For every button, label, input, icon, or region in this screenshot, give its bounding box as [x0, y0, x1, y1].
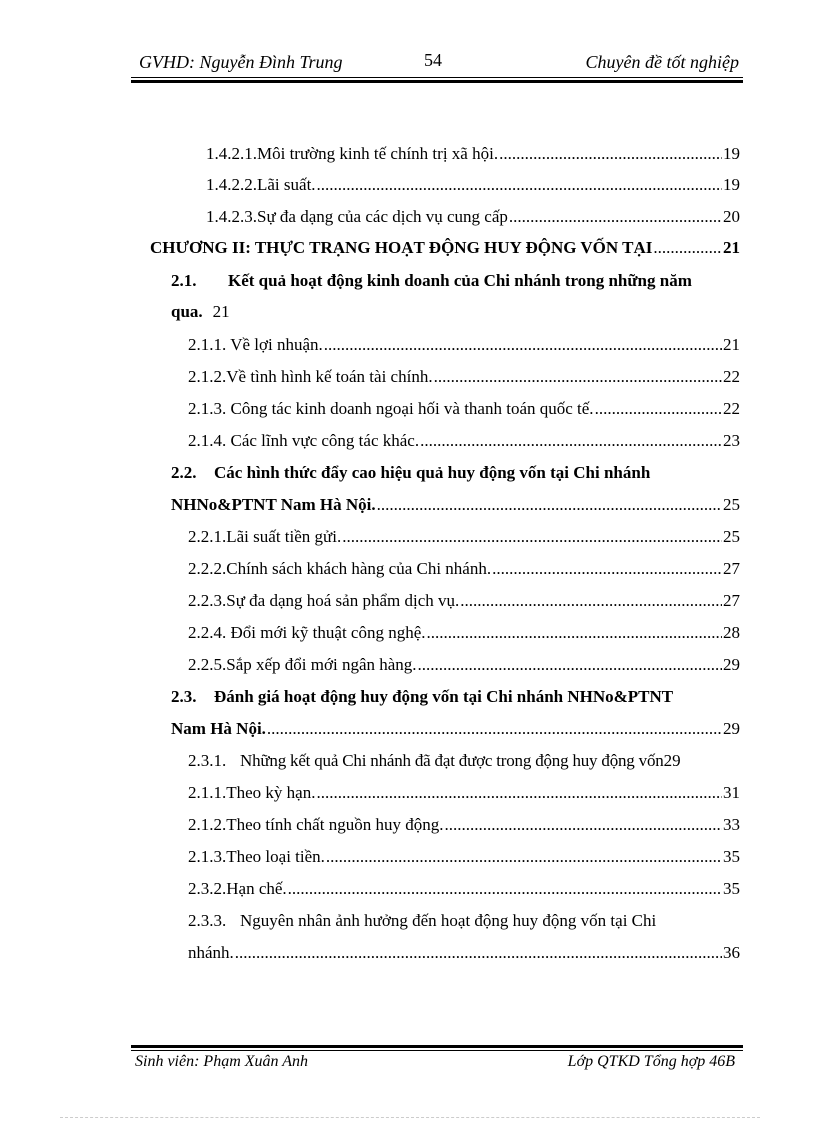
toc-entry-title: 2.2.4. Đổi mới kỹ thuật công nghệ. [188, 623, 426, 642]
toc-entry[interactable] [188, 778, 740, 808]
toc-section-number: 2.3.1. [188, 751, 227, 770]
toc-entry[interactable] [188, 810, 740, 840]
toc-entry-page: 21 [723, 238, 740, 257]
toc-entry-page: 29 [723, 655, 740, 674]
header-document-type: Chuyên đề tốt nghiệp [585, 52, 739, 72]
toc-leader [235, 938, 722, 968]
toc-section-number: 2.1. [171, 271, 197, 290]
toc-section-number: 2.3.2. [188, 879, 227, 898]
toc-entry-page: 29 [663, 751, 681, 770]
toc-leader [418, 650, 722, 680]
toc-entry-title: 2.1.2.Về tình hình kế toán tài chính. [188, 367, 433, 386]
footer-class: Lớp QTKD Tổng hợp 46B [567, 1053, 735, 1070]
toc-entry[interactable] [188, 650, 740, 680]
header-page-number: 54 [424, 50, 442, 70]
toc-entry-title: Chính sách khách hàng của Chi nhánh. [226, 559, 492, 578]
page-header [131, 50, 741, 76]
toc-section-number: 2.2.2. [188, 559, 227, 578]
toc-entry[interactable] [188, 618, 740, 648]
toc-section-number: 2.2. [171, 463, 197, 482]
toc-leader [267, 714, 722, 744]
toc-section[interactable] [171, 682, 741, 712]
toc-entry-title: 2.1.3. Công tác kinh doanh ngoại hối và thanh toán quốc tế. [188, 399, 594, 418]
toc-section-number: 2.3. [171, 687, 197, 706]
toc-entry-page: 25 [723, 495, 740, 514]
toc-entry[interactable] [188, 522, 740, 552]
toc-leader [288, 874, 722, 904]
toc-entry-title: NHNo&PTNT Nam Hà Nội. [171, 495, 376, 514]
toc-section-number: 2.3.3. [188, 911, 227, 930]
toc-leader [499, 139, 722, 169]
toc-entry-page: 19 [723, 144, 740, 163]
toc-leader [444, 810, 722, 840]
toc-leader [434, 362, 722, 392]
toc-entry-title: CHƯƠNG II: THỰC TRẠNG HOẠT ĐỘNG HUY ĐỘNG VỐN TẠI [150, 238, 653, 257]
toc-entry-page: 33 [723, 815, 740, 834]
toc-leader [324, 330, 722, 360]
toc-entry-continuation[interactable] [171, 297, 230, 327]
toc-entry[interactable] [206, 202, 740, 232]
toc-leader [460, 586, 722, 616]
toc-entry-title: 1.4.2.3.Sự đa dạng của các dịch vụ cung cấp [206, 207, 508, 226]
toc-entry-title: Nam Hà Nội. [171, 719, 266, 738]
toc-entry-title: 1.4.2.1.Môi trường kinh tế chính trị xã hội. [206, 144, 499, 163]
toc-entry-page: 36 [723, 943, 740, 962]
toc-entry[interactable] [206, 139, 740, 169]
toc-entry-title: 1.4.2.2.Lãi suất. [206, 175, 316, 194]
toc-entry-continuation[interactable] [188, 938, 740, 968]
toc-leader [427, 618, 722, 648]
toc-entry-page: 20 [723, 207, 740, 226]
toc-leader [420, 426, 722, 456]
toc-entry-title: Theo tính chất nguồn huy động. [226, 815, 444, 834]
toc-section-number: 2.2.3. [188, 591, 227, 610]
header-rule-thin [131, 77, 743, 78]
toc-entry-page: 25 [723, 527, 740, 546]
toc-leader [492, 554, 722, 584]
toc-entry-title: 2.1.4. Các lĩnh vực công tác khác. [188, 431, 420, 450]
toc-entry-page: 28 [723, 623, 740, 642]
toc-entry-title: 2.1.1. Về lợi nhuận. [188, 335, 323, 354]
toc-section[interactable] [171, 266, 741, 296]
toc-entry-page: 35 [723, 879, 740, 898]
footer-student: Sinh viên: Phạm Xuân Anh [135, 1053, 309, 1070]
toc-entry-title: nhánh. [188, 943, 234, 962]
toc-entry[interactable] [188, 906, 740, 936]
toc-leader [316, 778, 722, 808]
toc-entry-page: 22 [723, 399, 740, 418]
toc-entry-continuation[interactable] [171, 490, 740, 520]
toc-entry-page: 19 [723, 175, 740, 194]
toc-entry-title: Theo kỳ hạn. [226, 783, 316, 802]
toc-entry-page: 29 [723, 719, 740, 738]
toc-entry-title: Theo loại tiền. [226, 847, 325, 866]
toc-entry-page: 27 [723, 591, 740, 610]
toc-entry-title: Kết quả hoạt động kinh doanh của Chi nhánh trong những năm [228, 271, 692, 290]
toc-entry-page: 31 [723, 783, 740, 802]
toc-entry-title: Hạn chế. [226, 879, 287, 898]
toc-section-number: 2.2.5. [188, 655, 227, 674]
toc-entry-title: Sắp xếp đổi mới ngân hàng. [226, 655, 417, 674]
toc-entry-page: 27 [723, 559, 740, 578]
toc-entry-title: Sự đa dạng hoá sản phẩm dịch vụ. [226, 591, 460, 610]
toc-section-number: 2.1.2. [188, 815, 227, 834]
toc-entry-page: 22 [723, 367, 740, 386]
toc-section[interactable] [171, 458, 741, 488]
toc-entry-title: Nguyên nhân ảnh hưởng đến hoạt động huy động vốn tại Chi [240, 911, 657, 930]
toc-leader [653, 233, 722, 263]
toc-leader [509, 202, 722, 232]
toc-leader [326, 842, 722, 872]
toc-entry-title: Những kết quả Chi nhánh đã đạt được trong động huy động vốn [240, 751, 664, 770]
toc-entry[interactable] [188, 842, 740, 872]
toc-entry-continuation[interactable] [171, 714, 740, 744]
toc-entry[interactable] [188, 554, 740, 584]
toc-entry-page: 21 [212, 302, 230, 321]
toc-entry-title: Đánh giá hoạt động huy động vốn tại Chi nhánh NHNo&PTNT [214, 687, 674, 706]
page-footer [131, 1053, 743, 1077]
toc-entry[interactable] [188, 746, 740, 776]
toc-entry-page: 35 [723, 847, 740, 866]
toc-leader [595, 394, 722, 424]
footer-rule-thick [131, 1045, 743, 1048]
toc-leader [342, 522, 722, 552]
toc-leader [377, 490, 722, 520]
toc-section-number: 2.2.1. [188, 527, 227, 546]
toc-section-number: 2.1.1. [188, 783, 227, 802]
footer-rule-thin [131, 1050, 743, 1051]
toc-section-number: 2.1.3. [188, 847, 227, 866]
toc-entry-page: 23 [723, 431, 740, 450]
header-rule-thick [131, 80, 743, 83]
toc-entry-page: 21 [723, 335, 740, 354]
toc-entry-title: Các hình thức đẩy cao hiệu quả huy động vốn tại Chi nhánh [214, 463, 651, 482]
toc-entry-title: qua. [171, 302, 203, 321]
toc-entry[interactable] [188, 586, 740, 616]
toc-entry-title: Lãi suất tiền gửi. [226, 527, 342, 546]
header-supervisor: GVHD: Nguyễn Đình Trung [139, 52, 343, 72]
toc-entry[interactable] [188, 330, 740, 360]
toc-entry[interactable] [188, 362, 740, 392]
toc-chapter[interactable] [150, 233, 740, 263]
toc-entry[interactable] [188, 874, 740, 904]
toc-entry[interactable] [206, 170, 740, 200]
toc-entry[interactable] [188, 426, 740, 456]
toc-leader [317, 170, 722, 200]
page-break-divider [60, 1117, 760, 1118]
toc-entry[interactable] [188, 394, 740, 424]
